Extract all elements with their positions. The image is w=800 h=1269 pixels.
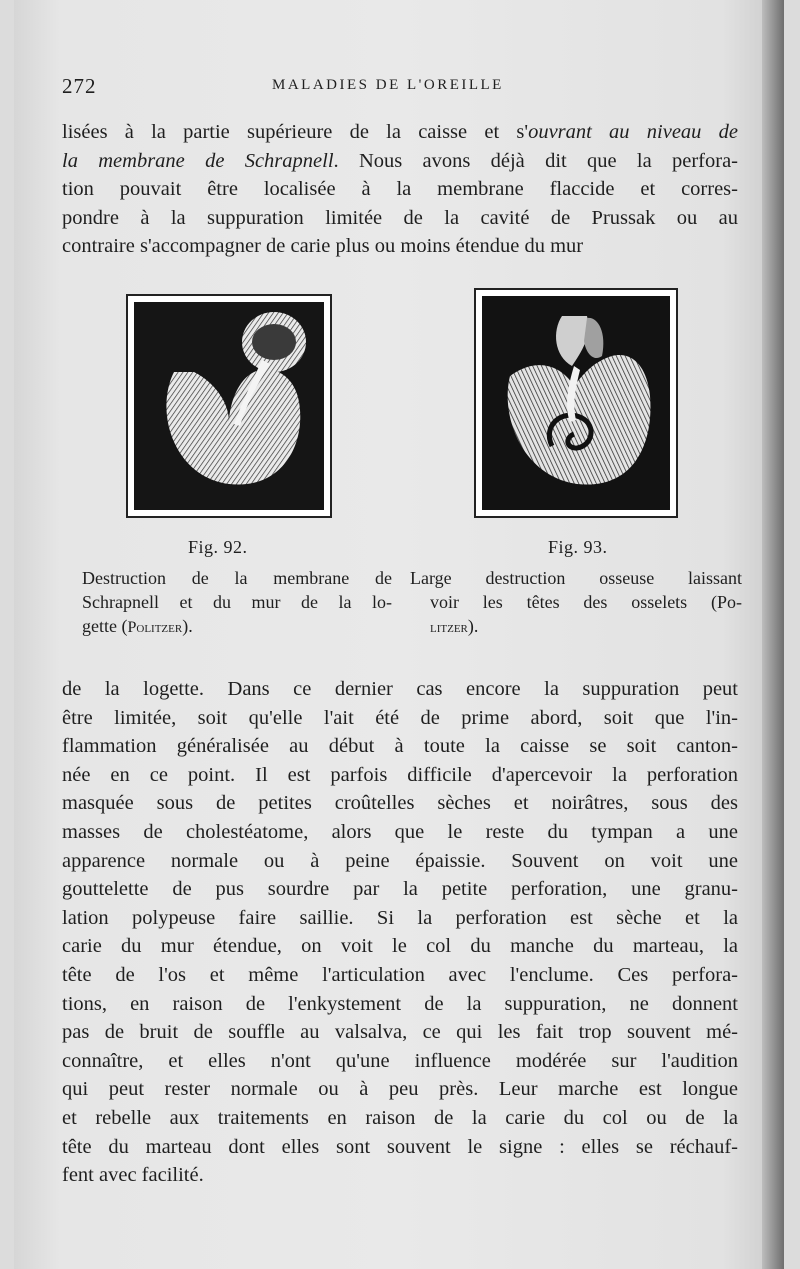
figure-92-caption (62, 566, 392, 640)
text-line: masses de cholestéatome, alors que le reste du tympan a une (62, 820, 738, 843)
figure-93-label: Fig. 93. (548, 537, 608, 557)
text-line: et rebelle aux traitements en raison de la carie du col ou de la (62, 1106, 738, 1129)
figure-93-image (474, 288, 678, 518)
text-line: de la logette. Dans ce dernier cas encore la suppuration peut (62, 678, 738, 700)
text-line: pas de bruit de souffle au valsalva, ce qui les fait trop souvent mé- (62, 1021, 738, 1044)
running-title: MALADIES DE L'OREILLE (272, 77, 504, 93)
text-line: pondre à la suppuration limitée de la cavité de Prussak ou au (62, 206, 738, 229)
caption-line: Large destruction osseuse laissant (410, 568, 742, 588)
book-spine-shadow (762, 0, 784, 1269)
text-line: tête du marteau dont elles sont souvent le signe : elles se réchauf- (62, 1135, 738, 1158)
page-number: 272 (62, 74, 97, 98)
text-line: masquée sous de petites croûtelles sèches et noirâtres, sous des (62, 792, 738, 815)
text-line: tion pouvait être localisée à la membrane flaccide et corres- (62, 178, 738, 201)
text-line: connaître, et elles n'ont qu'une influence modérée sur l'audition (62, 1049, 738, 1072)
page-header (62, 74, 742, 102)
text-line: qui peut rester normale ou à peu près. Leur marche est longue (62, 1078, 738, 1101)
text-line: fent avec facilité. (62, 1164, 204, 1187)
figure-93-caption (410, 566, 742, 640)
text-line: carie du mur étendue, on voit le col du manche du marteau, la (62, 935, 738, 958)
text-line: apparence normale ou à peine épaissie. Souvent on voit une (62, 849, 738, 872)
caption-line: voir les têtes des osselets (Po- (430, 592, 742, 612)
text-line: flammation généralisée au début à toute la caisse se soit canton- (62, 735, 738, 758)
figure-92-image (126, 294, 332, 518)
caption-line: Destruction de la membrane de (82, 568, 392, 588)
tympanum-illustration-92 (134, 302, 324, 510)
text-line: tions, en raison de l'enkystement de la suppuration, ne donnent (62, 992, 738, 1015)
text-line: gouttelette de pus sourdre par la petite perforation, une granu- (62, 878, 738, 901)
tympanum-illustration-93 (482, 296, 670, 510)
caption-line: litzer). (430, 616, 479, 636)
text-line: la membrane de Schrapnell. Nous avons déjà dit que la perfora- (62, 149, 738, 172)
paragraph-top (62, 118, 738, 261)
text-line: lation polypeuse faire saillie. Si la perforation est sèche et la (62, 906, 738, 929)
caption-line: Schrapnell et du mur de la lo- (82, 592, 392, 612)
figure-92-label: Fig. 92. (188, 537, 248, 557)
paragraph-bottom (62, 675, 738, 1190)
text-line: née en ce point. Il est parfois difficile d'apercevoir la perforation (62, 763, 738, 786)
text-line: être limitée, soit qu'elle l'ait été de prime abord, soit que l'in- (62, 706, 738, 729)
text-line: lisées à la partie supérieure de la caisse et s'ouvrant au niveau de (62, 121, 738, 143)
text-line: contraire s'accompagner de carie plus ou moins étendue du mur (62, 235, 584, 258)
caption-line: gette (Politzer). (82, 616, 193, 636)
text-line: tête de l'os et même l'articulation avec l'enclume. Ces perfora- (62, 963, 738, 986)
